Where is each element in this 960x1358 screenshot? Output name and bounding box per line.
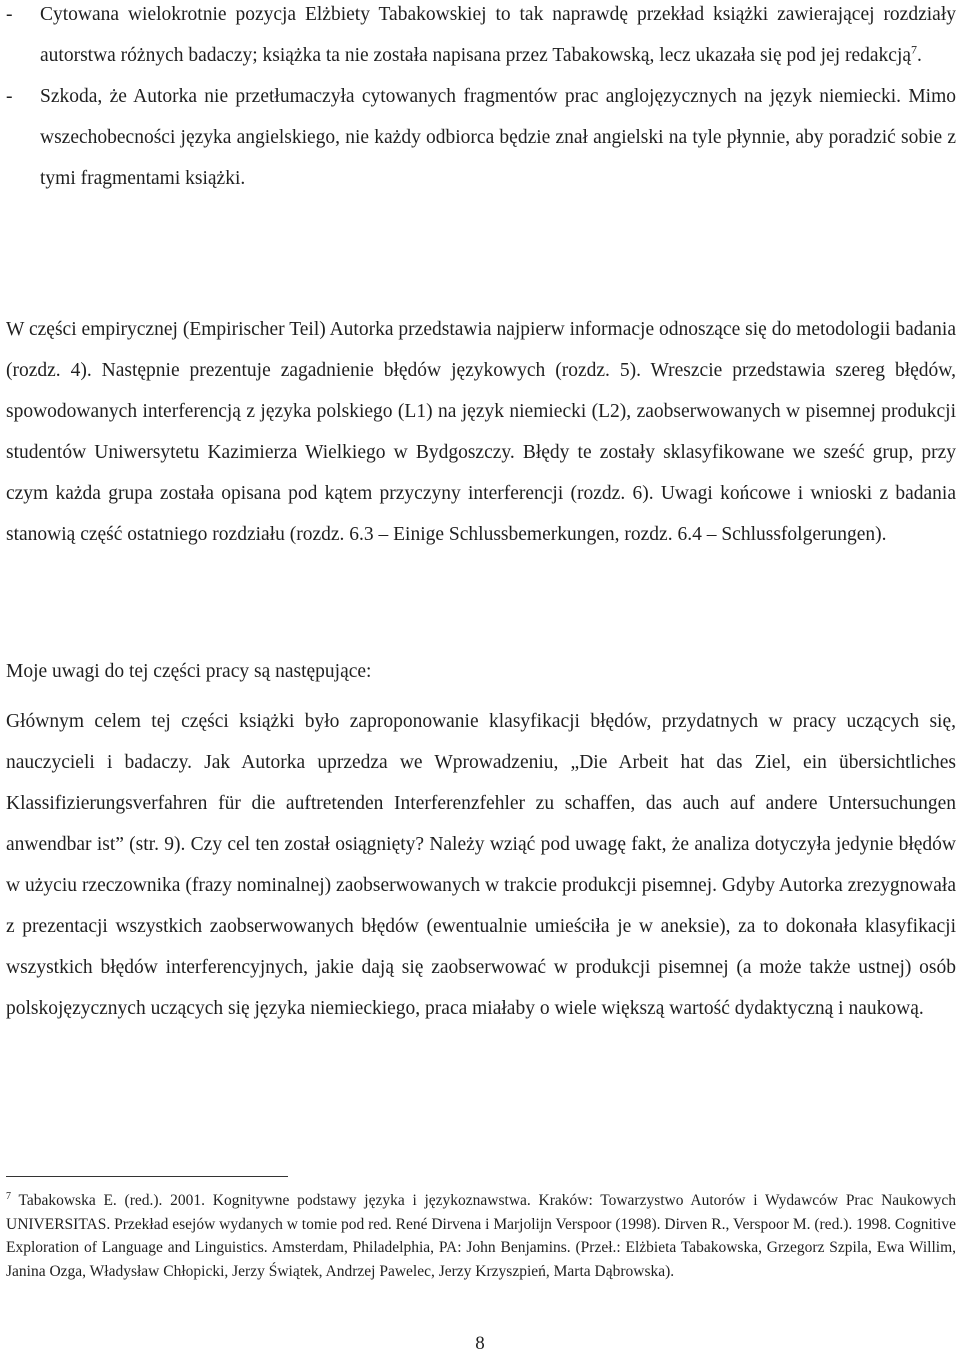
- bullet-item: [6, 0, 956, 76]
- bullet-dash: -: [6, 4, 13, 25]
- footnote-number: 7: [6, 1190, 11, 1202]
- page-number: 8: [475, 1333, 485, 1354]
- paragraph-remarks: Głównym celem tej części książki było zaproponowanie klasyfikacji błędów, przydatnych w pracy uczących się, nauczycieli i badaczy. Jak Autorka uprzedza we Wprowadzeniu, „Die Arbeit hat das Ziel, ein übersichtliches Klassifizierungsverfahren für die auftretenden Interferenzfehler zu schaffen, das auch auf andere Untersuchungen anwendbar ist” (str. 9). Czy cel ten został osiągnięty? Należy wziąć pod uwagę fakt, że analiza dotyczyła jedynie błędów w użyciu rzeczownika (frazy nominalnej) zaobserwowanych w trakcie produkcji pisemnej. Gdyby Autorka zrezygnowała z prezentacji wszystkich zaobserwowanych błędów (ewentualnie umieściła je w aneksie), za to dokonała klasyfikacji wszystkich błędów interferencyjnych, jakie dają się zaobserwować w produkcji pisemnej (a może także ustnej) osób polskojęzycznych uczących się języka niemieckiego, praca miałaby o wiele większą wartość dydaktyczną i naukową.: [6, 711, 956, 1019]
- bullet-list: [6, 0, 956, 199]
- bullet-text: Cytowana wielokrotnie pozycja Elżbiety Tabakowskiej to tak naprawdę przekład książki zawierającej rozdziały autorstwa różnych badaczy; książka ta nie została napisana przez Tabakowską, lecz ukazała się pod jej redakcją: [40, 4, 956, 66]
- footnote-text: Tabakowska E. (red.). 2001. Kognitywne podstawy języka i językoznawstwa. Kraków: Towarzystwo Autorów i Wydawców Prac Naukowych UNIVERSITAS. Przekład esejów wydanych w tomie pod red. René Dirvena i Marjolijn Verspoor (1998). Dirven R., Verspoor M. (red.). 1998. Cognitive Exploration of Language and Linguistics. Amsterdam, Philadelphia, PA: John Benjamins. (Przeł.: Elżbieta Tabakowska, Grzegorz Szpila, Ewa Willim, Janina Ozga, Władysław Chłopicki, Jerzy Świątek, Andrzej Pawelec, Jerzy Krzyszpień, Marta Dąbrowska).: [6, 1192, 956, 1280]
- footnote-reference[interactable]: 7: [911, 42, 918, 57]
- footnote-separator: [6, 1176, 288, 1177]
- paragraph-remarks-intro: Moje uwagi do tej części pracy są następujące:: [6, 661, 372, 682]
- bullet-dash: -: [6, 86, 13, 107]
- bullet-item: [6, 76, 956, 199]
- bullet-text-tail: .: [917, 45, 922, 66]
- paragraph-empirical-part: W części empirycznej (Empirischer Teil) Autorka przedstawia najpierw informacje odnoszące się do metodologii badania (rozdz. 4). Następnie prezentuje zagadnienie błędów językowych (rozdz. 5). Wreszcie przedstawia szereg błędów, spowodowanych interferencją z języka polskiego (L1) na język niemiecki (L2), zaobserwowanych w pisemnej produkcji studentów Uniwersytetu Kazimierza Wielkiego w Bydgoszczy. Błędy te zostały sklasyfikowane we sześć grup, przy czym każda grupa została opisana pod kątem przyczyny interferencji (rozdz. 6). Uwagi końcowe i wnioski z badania stanowią część ostatniego rozdziału (rozdz. 6.3 – Einige Schlussbemerkungen, rozdz. 6.4 – Schlussfolgerungen).: [6, 319, 956, 545]
- footnote: [6, 1189, 956, 1283]
- bullet-text: Szkoda, że Autorka nie przetłumaczyła cytowanych fragmentów prac anglojęzycznych na język niemiecki. Mimo wszechobecności języka angielskiego, nie każdy odbiorca będzie znał angielski na tyle płynnie, aby poradzić sobie z tymi fragmentami książki.: [40, 86, 956, 189]
